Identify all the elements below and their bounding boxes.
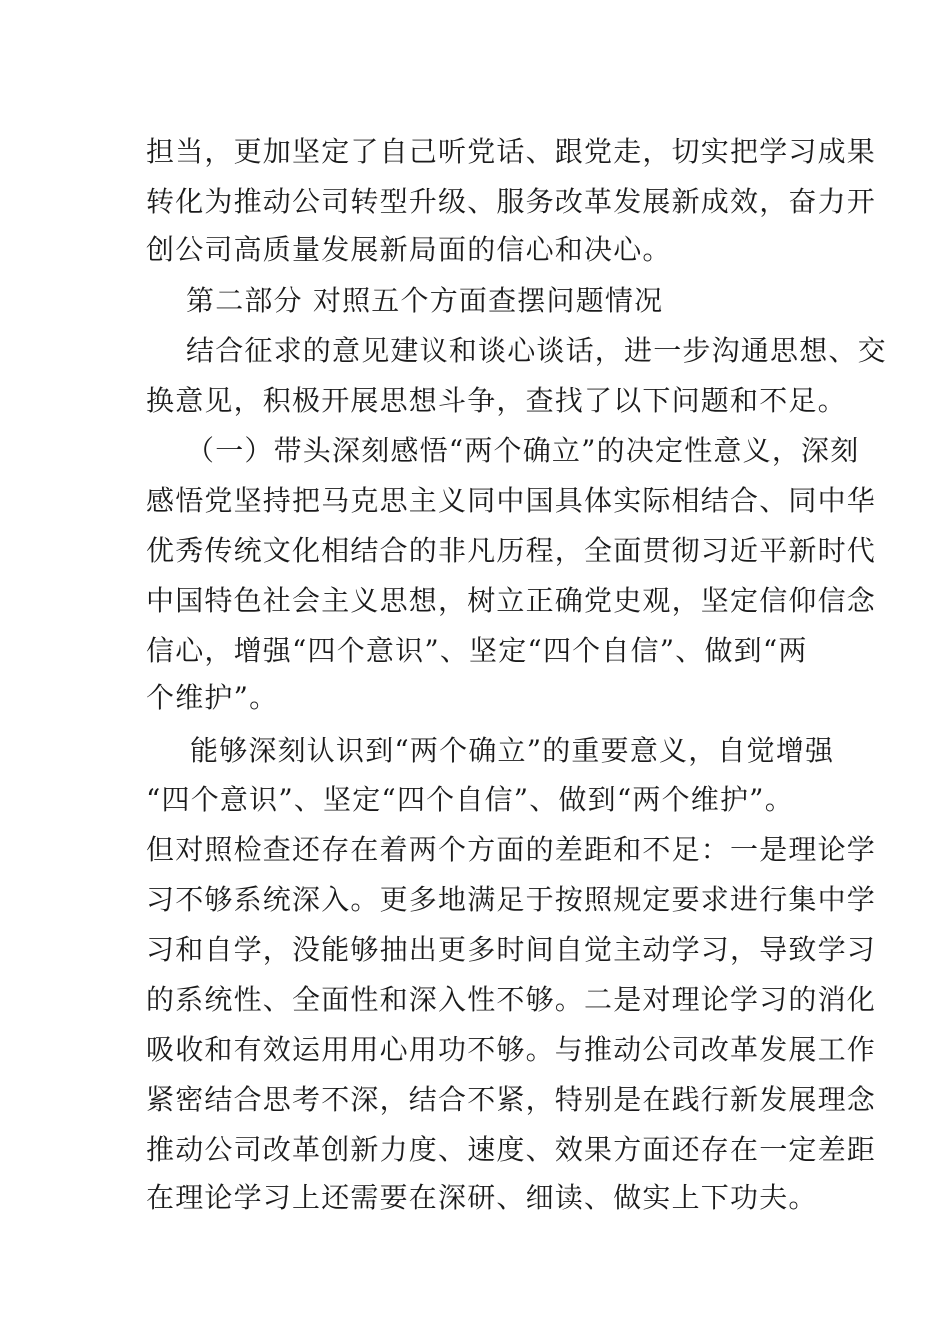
body-text-line: 能够深刻认识到“两个确立”的重要意义，自觉增强 (190, 734, 835, 767)
body-text-line: “四个意识”、坚定“四个自信”、做到“两个维护”。 (146, 783, 794, 816)
body-text-line: 创公司高质量发展新局面的信心和决心。 (146, 233, 672, 266)
body-text-line: 结合征求的意见建议和谈心谈话，进一步沟通思想、交 (186, 334, 887, 367)
body-text-line: 紧密结合思考不深，结合不紧，特别是在践行新发展理念 (146, 1083, 877, 1116)
body-text-line: 的系统性、全面性和深入性不够。二是对理论学习的消化 (146, 983, 877, 1016)
body-text-line: 转化为推动公司转型升级、服务改革发展新成效，奋力开 (146, 185, 877, 218)
body-text-line: 个维护”。 (146, 681, 279, 714)
body-text-line: 优秀传统文化相结合的非凡历程，全面贯彻习近平新时代 (146, 534, 877, 567)
body-text-line: 中国特色社会主义思想，树立正确党史观，坚定信仰信念 (146, 584, 877, 617)
body-text-line: 换意见，积极开展思想斗争，查找了以下问题和不足。 (146, 384, 847, 417)
body-text-line: 推动公司改革创新力度、速度、效果方面还存在一定差距 (146, 1133, 877, 1166)
body-text-line: 在理论学习上还需要在深研、细读、做实上下功夫。 (146, 1181, 818, 1214)
body-text-line: 感悟党坚持把马克思主义同中国具体实际相结合、同中华 (146, 484, 877, 517)
body-text-line: 习和自学，没能够抽出更多时间自觉主动学习，导致学习 (146, 933, 877, 966)
section-heading: 第二部分 对照五个方面查摆问题情况 (186, 284, 664, 317)
body-text-line: 信心，增强“四个意识”、坚定“四个自信”、做到“两 (146, 634, 808, 667)
subsection-heading: （一）带头深刻感悟“两个确立”的决定性意义，深刻 (186, 434, 860, 467)
body-text-line: 习不够系统深入。更多地满足于按照规定要求进行集中学 (146, 883, 877, 916)
body-text-line: 但对照检查还存在着两个方面的差距和不足：一是理论学 (146, 833, 877, 866)
body-text-line: 担当，更加坚定了自己听党话、跟党走，切实把学习成果 (146, 135, 877, 168)
body-text-line: 吸收和有效运用用心用功不够。与推动公司改革发展工作 (146, 1033, 877, 1066)
